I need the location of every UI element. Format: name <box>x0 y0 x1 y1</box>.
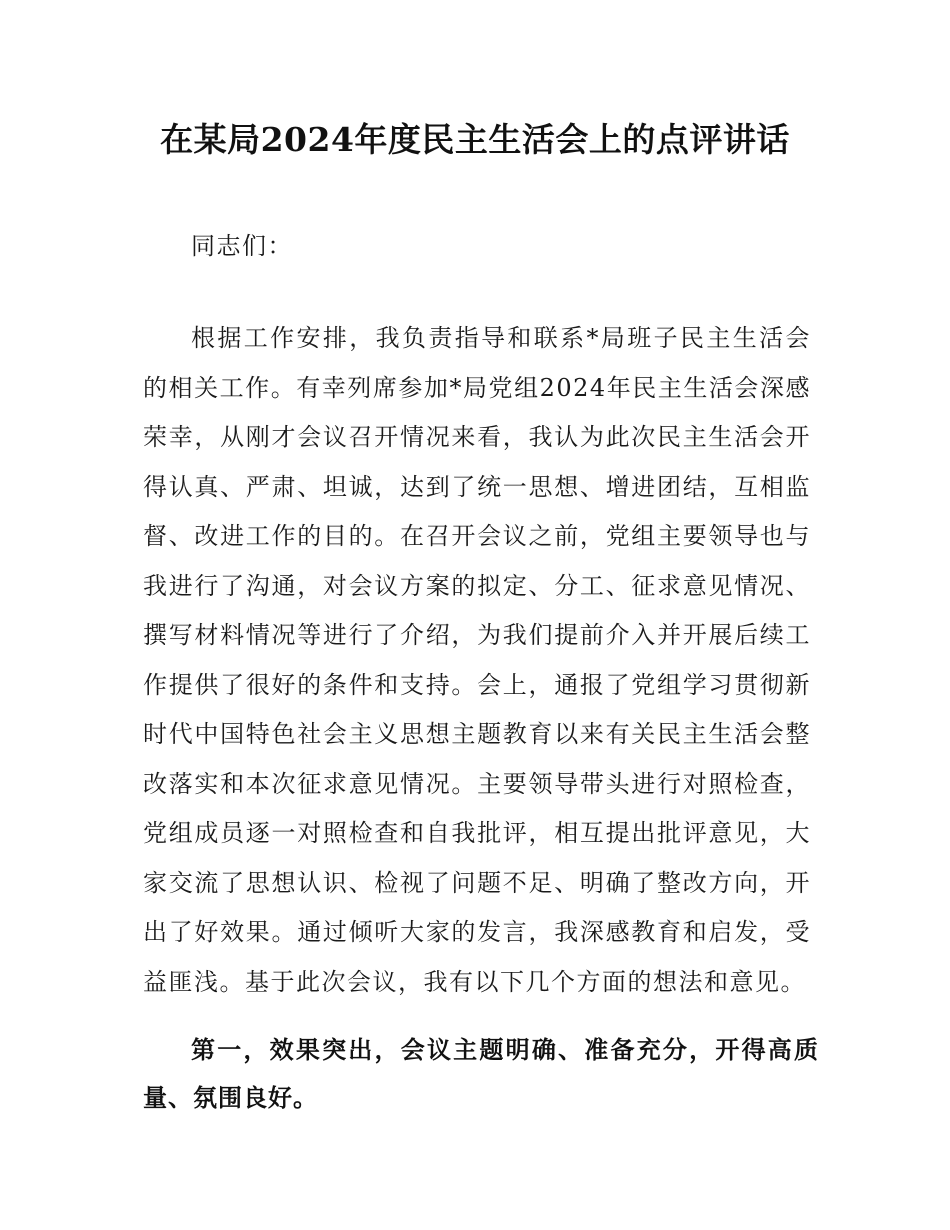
section-heading-1: 第一，效果突出，会议主题明确、准备充分，开得高质量、氛围良好。 <box>143 1036 819 1112</box>
body-paragraph: 根据工作安排，我负责指导和联系*局班子民主生活会的相关工作。有幸列席参加*局党组2024年民主生活会深感荣幸，从刚才会议召开情况来看，我认为此次民主生活会开得认真、严肃、坦诚，达到了统一思想、增进团结，互相监督、改进工作的目的。在召开会议之前，党组主要领导也与我进行了沟通，对会议方案的拟定、分工、征求意见情况、撰写材料情况等进行了介绍，为我们提前介入并开展后续工作提供了很好的条件和支持。会上，通报了党组学习贯彻新时代中国特色社会主义思想主题教育以来有关民主生活会整改落实和本次征求意见情况。主要领导带头进行对照检查，党组成员逐一对照检查和自我批评，相互提出批评意见，大家交流了思想认识、检视了问题不足、明确了整改方向，开出了好效果。通过倾听大家的发言，我深感教育和启发，受益匪浅。基于此次会议，我有以下几个方面的想法和意见。 <box>143 324 811 996</box>
salutation: 同志们： <box>191 232 293 260</box>
document-title: 在某局2024年度民主生活会上的点评讲话 <box>160 120 790 159</box>
